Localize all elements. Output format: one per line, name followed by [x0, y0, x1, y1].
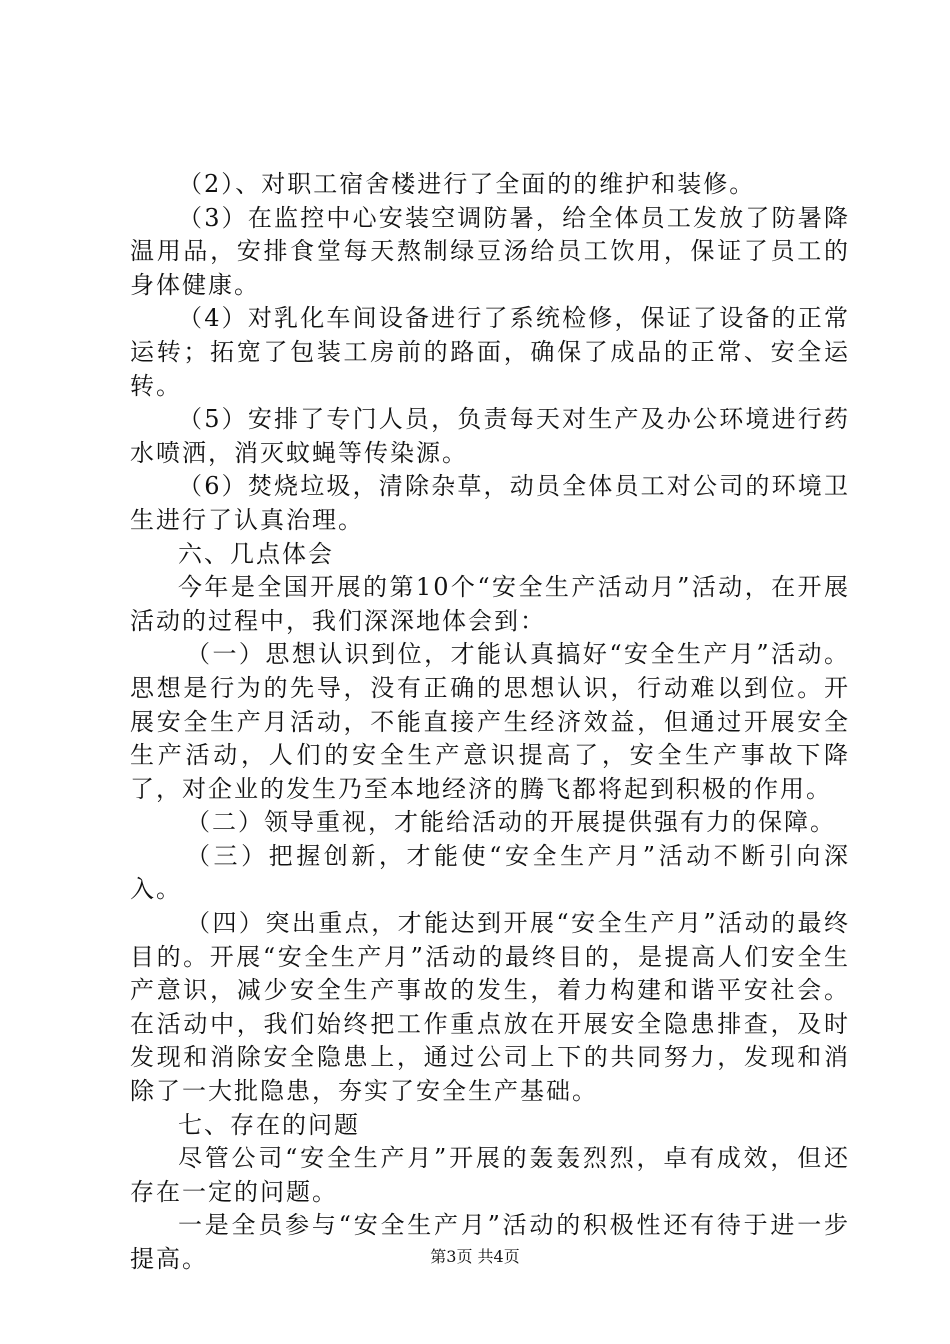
paragraph-problem-1: 一是全员参与“安全生产月”活动的积极性还有待于进一步提高。	[130, 1211, 850, 1273]
section-heading-six: 六、几点体会	[178, 539, 334, 568]
paragraph-item-4: （4）对乳化车间设备进行了系统检修，保证了设备的正常运转；拓宽了包装工房前的路面，确保了成品的正常、安全运转。	[130, 304, 850, 400]
paragraph-experience-2: （二）领导重视，才能给活动的开展提供强有力的保障。	[186, 808, 836, 837]
paragraph-experience-3: （三）把握创新，才能使“安全生产月”活动不断引向深入。	[130, 841, 850, 904]
section-heading-seven: 七、存在的问题	[178, 1110, 360, 1139]
paragraph-intro-experience: 今年是全国开展的第10个“安全生产活动月”活动，在开展活动的过程中，我们深深地体会到：	[130, 573, 850, 635]
paragraph-item-2: （2）、对职工宿舍楼进行了全面的的维护和装修。	[178, 170, 756, 198]
paragraph-problems-intro: 尽管公司“安全生产月”开展的轰轰烈烈，卓有成效，但还存在一定的问题。	[130, 1144, 850, 1206]
page-footer: 第3页 共4页	[430, 1247, 520, 1266]
document-body	[130, 168, 850, 1277]
paragraph-experience-4: （四）突出重点，才能达到开展“安全生产月”活动的最终目的。开展“安全生产月”活动的最终目的，是提高人们安全生产意识，减少安全生产事故的发生，着力构建和谐平安社会。在活动中，我们始终把工作重点放在开展安全隐患排查，及时发现和消除安全隐患上，通过公司上下的共同努力，发现和消除了一大批隐患，夯实了安全生产基础。	[130, 909, 850, 1106]
paragraph-item-3: （3）在监控中心安装空调防暑，给全体员工发放了防暑降温用品，安排食堂每天熬制绿豆汤给员工饮用，保证了员工的身体健康。	[130, 203, 850, 299]
paragraph-item-6: （6）焚烧垃圾，清除杂草，动员全体员工对公司的环境卫生进行了认真治理。	[130, 472, 850, 534]
paragraph-item-5: （5）安排了专门人员，负责每天对生产及办公环境进行药水喷洒，消灭蚊蝇等传染源。	[130, 405, 850, 467]
paragraph-experience-1: （一）思想认识到位，才能认真搞好“安全生产月”活动。思想是行为的先导，没有正确的思想认识，行动难以到位。开展安全生产月活动，不能直接产生经济效益，但通过开展安全生产活动，人们的安全生产意识提高了，安全生产事故下降了，对企业的发生乃至本地经济的腾飞都将起到积极的作用。	[130, 640, 850, 803]
